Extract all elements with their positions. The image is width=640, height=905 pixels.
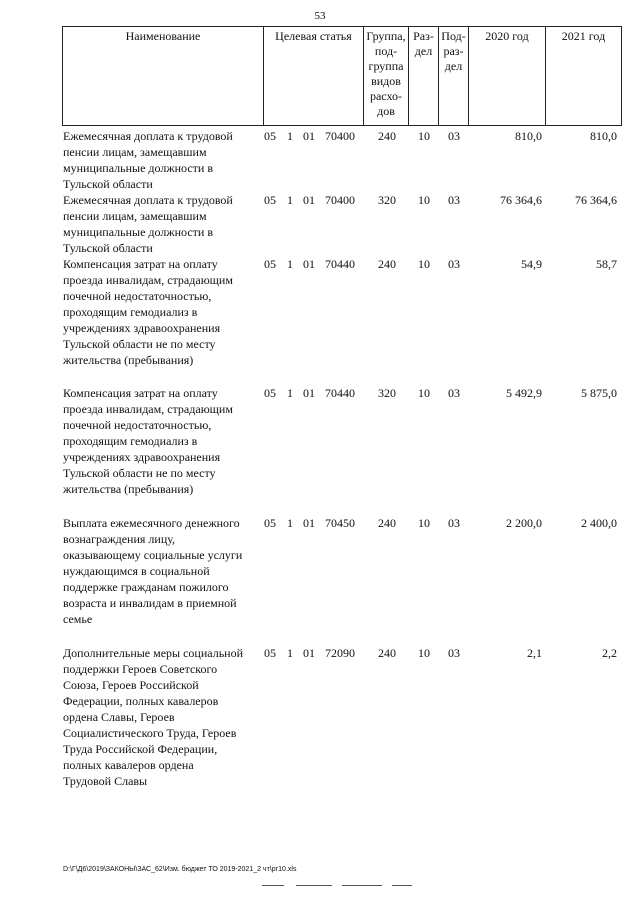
cell-t1: 05 xyxy=(264,386,276,400)
row-name xyxy=(63,256,263,368)
header-section xyxy=(408,26,439,126)
row-name-line: поддержки Героев Советского xyxy=(63,662,218,676)
header-section-l2: дел xyxy=(414,44,433,58)
footer-rule xyxy=(262,885,284,886)
row-name-line: оказывающему социальные услуги xyxy=(63,548,243,562)
cell-group: 240 xyxy=(378,646,396,660)
row-name-line: почечной недостаточностью, xyxy=(63,289,212,303)
cell-section: 10 xyxy=(418,646,430,660)
row-name-line: полных кавалеров ордена xyxy=(63,758,194,772)
cell-group: 320 xyxy=(378,193,396,207)
header-group-l3: группа xyxy=(368,59,404,73)
cell-section: 10 xyxy=(418,193,430,207)
cell-t4: 70440 xyxy=(325,386,355,400)
header-name-text: Наименование xyxy=(125,29,201,43)
cell-t2: 1 xyxy=(287,646,293,660)
cell-v2021: 2 400,0 xyxy=(581,516,617,530)
file-path-footer: D:\Г\Д6\2019\ЗАКОНЫ\ЗАС_62\Изм. бюджет ТО 2019-2021_2 чт\рг10.xls xyxy=(63,866,297,873)
cell-v2020: 5 492,9 xyxy=(506,386,542,400)
row-name-line: муниципальные должности в xyxy=(63,161,214,175)
cell-t3: 01 xyxy=(303,646,315,660)
row-name-line: проходящим гемодиализ в xyxy=(63,305,198,319)
cell-t4: 70450 xyxy=(325,516,355,530)
cell-t1: 05 xyxy=(264,646,276,660)
cell-subsection: 03 xyxy=(448,646,460,660)
row-name-line: Компенсация затрат на оплату xyxy=(63,257,218,271)
cell-v2021: 2,2 xyxy=(602,646,617,660)
header-group xyxy=(363,26,409,126)
header-subsection-l2: раз- xyxy=(443,44,464,58)
cell-t2: 1 xyxy=(287,516,293,530)
cell-t2: 1 xyxy=(287,386,293,400)
cell-subsection: 03 xyxy=(448,193,460,207)
row-name xyxy=(63,515,263,627)
cell-t4: 72090 xyxy=(325,646,355,660)
cell-t2: 1 xyxy=(287,257,293,271)
cell-subsection: 03 xyxy=(448,386,460,400)
row-name-line: учреждениях здравоохранения xyxy=(63,321,221,335)
cell-t3: 01 xyxy=(303,386,315,400)
row-name-line: Трудовой Славы xyxy=(63,774,148,788)
row-name-line: Дополнительные меры социальной xyxy=(63,646,244,660)
row-name-line: вознаграждения лицу, xyxy=(63,532,176,546)
row-name-line: проезда инвалидам, страдающим xyxy=(63,273,233,287)
header-target xyxy=(263,26,364,126)
cell-t1: 05 xyxy=(264,129,276,143)
cell-section: 10 xyxy=(418,129,430,143)
row-name-line: муниципальные должности в xyxy=(63,225,214,239)
cell-v2020: 54,9 xyxy=(521,257,542,271)
row-name-line: поддержке гражданам пожилого xyxy=(63,580,229,594)
cell-v2021: 58,7 xyxy=(596,257,617,271)
row-name-line: Компенсация затрат на оплату xyxy=(63,386,218,400)
cell-t4: 70400 xyxy=(325,193,355,207)
header-name xyxy=(62,26,264,126)
cell-v2020: 2,1 xyxy=(527,646,542,660)
header-group-l5: расхо- xyxy=(369,89,403,103)
cell-v2021: 5 875,0 xyxy=(581,386,617,400)
row-name-line: проходящим гемодиализ в xyxy=(63,434,198,448)
row-name-line: почечной недостаточностью, xyxy=(63,418,212,432)
cell-group: 320 xyxy=(378,386,396,400)
cell-section: 10 xyxy=(418,257,430,271)
row-name xyxy=(63,128,263,192)
cell-group: 240 xyxy=(378,516,396,530)
row-name-line: пенсии лицам, замещавшим xyxy=(63,145,207,159)
row-name-line: Ежемесячная доплата к трудовой xyxy=(63,193,233,207)
row-name-line: Труда Российской Федерации, xyxy=(63,742,218,756)
row-name-line: ордена Славы, Героев xyxy=(63,710,175,724)
header-2021-text: 2021 год xyxy=(561,29,606,43)
header-group-l6: дов xyxy=(377,104,395,118)
row-name xyxy=(63,645,263,789)
footer-rule xyxy=(392,885,412,886)
cell-t3: 01 xyxy=(303,193,315,207)
header-2021 xyxy=(545,26,622,126)
cell-t3: 01 xyxy=(303,129,315,143)
header-2020-text: 2020 год xyxy=(485,29,529,43)
cell-v2020: 2 200,0 xyxy=(506,516,542,530)
header-target-text: Целевая статья xyxy=(275,29,352,43)
cell-t2: 1 xyxy=(287,129,293,143)
row-name xyxy=(63,192,263,256)
cell-t4: 70400 xyxy=(325,129,355,143)
row-name-line: Союза, Героев Российской xyxy=(63,678,199,692)
row-name-line: жительства (пребывания) xyxy=(63,482,194,496)
cell-subsection: 03 xyxy=(448,257,460,271)
cell-v2020: 76 364,6 xyxy=(500,193,542,207)
row-name-line: Тульской области не по месту xyxy=(63,466,216,480)
cell-t1: 05 xyxy=(264,516,276,530)
cell-group: 240 xyxy=(378,129,396,143)
header-2020 xyxy=(468,26,546,126)
row-name xyxy=(63,385,263,497)
cell-t1: 05 xyxy=(264,193,276,207)
cell-v2020: 810,0 xyxy=(515,129,542,143)
cell-subsection: 03 xyxy=(448,129,460,143)
header-subsection-l1: Под- xyxy=(441,29,466,43)
row-name-line: проезда инвалидам, страдающим xyxy=(63,402,233,416)
header-group-l4: видов xyxy=(371,74,401,88)
row-name-line: Тульской области xyxy=(63,241,153,255)
row-name-line: учреждениях здравоохранения xyxy=(63,450,221,464)
row-name-line: нуждающимся в социальной xyxy=(63,564,210,578)
page-number: 53 xyxy=(314,10,326,22)
row-name-line: пенсии лицам, замещавшим xyxy=(63,209,207,223)
row-name-line: семье xyxy=(63,612,93,626)
cell-t3: 01 xyxy=(303,257,315,271)
header-section-l1: Раз- xyxy=(413,29,434,43)
header-group-l2: под- xyxy=(374,44,398,58)
cell-v2021: 76 364,6 xyxy=(575,193,617,207)
row-name-line: Тульской области не по месту xyxy=(63,337,216,351)
row-name-line: жительства (пребывания) xyxy=(63,353,194,367)
header-group-l1: Группа, xyxy=(366,29,406,43)
cell-t2: 1 xyxy=(287,193,293,207)
cell-group: 240 xyxy=(378,257,396,271)
row-name-line: возраста и инвалидам в приемной xyxy=(63,596,237,610)
cell-section: 10 xyxy=(418,516,430,530)
row-name-line: Ежемесячная доплата к трудовой xyxy=(63,129,233,143)
row-name-line: Социалистического Труда, Героев xyxy=(63,726,237,740)
footer-rule xyxy=(296,885,332,886)
header-subsection-l3: дел xyxy=(444,59,463,73)
row-name-line: Тульской области xyxy=(63,177,153,191)
header-subsection xyxy=(438,26,469,126)
row-name-line: Выплата ежемесячного денежного xyxy=(63,516,240,530)
cell-v2021: 810,0 xyxy=(590,129,617,143)
cell-section: 10 xyxy=(418,386,430,400)
cell-t4: 70440 xyxy=(325,257,355,271)
cell-t1: 05 xyxy=(264,257,276,271)
cell-subsection: 03 xyxy=(448,516,460,530)
footer-rule xyxy=(342,885,382,886)
cell-t3: 01 xyxy=(303,516,315,530)
row-name-line: Федерации, полных кавалеров xyxy=(63,694,219,708)
